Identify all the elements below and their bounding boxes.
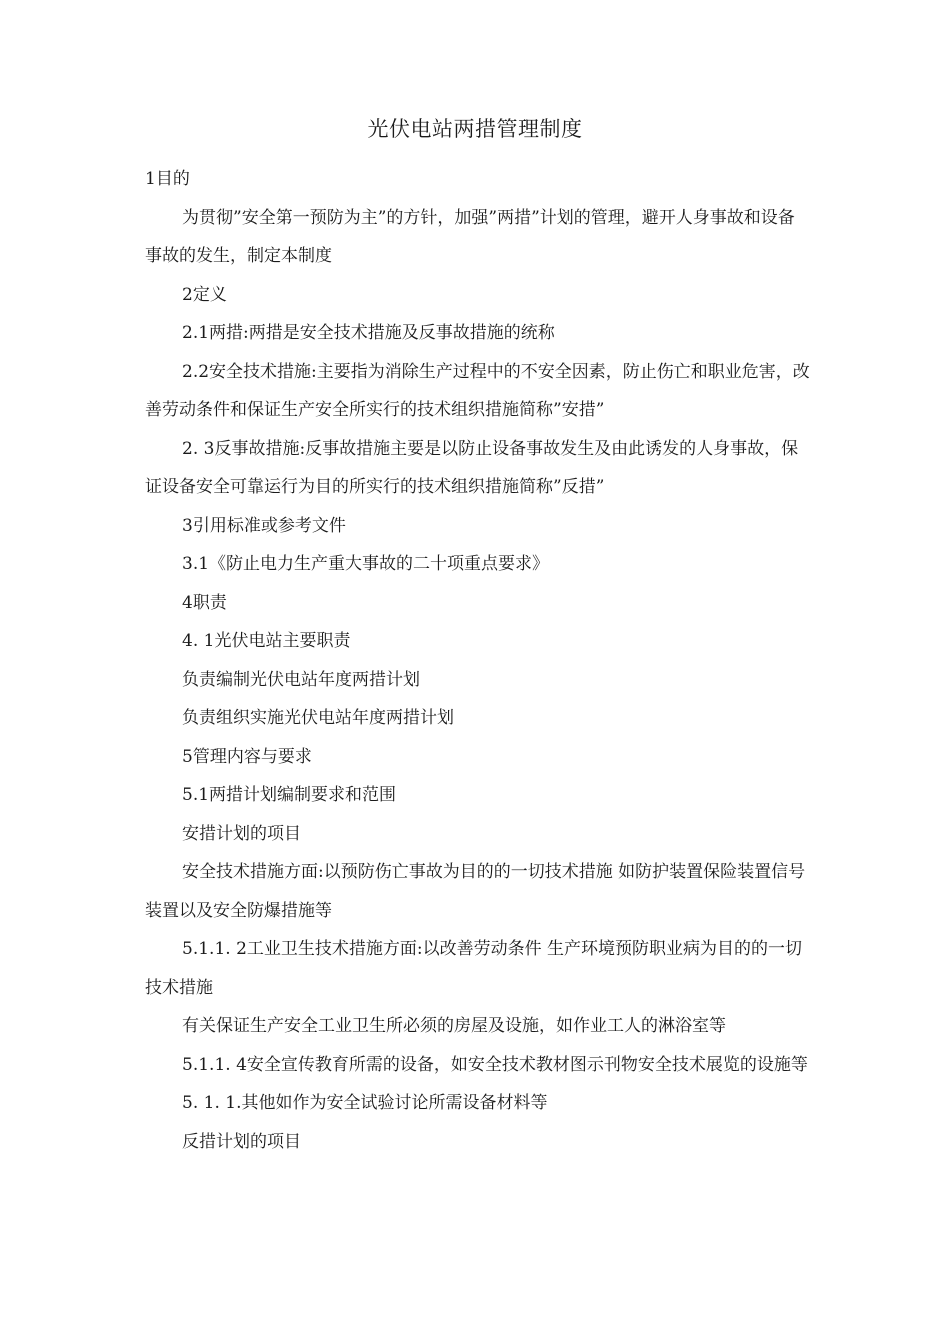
paragraph: 4. 1光伏电站主要职责 [182, 631, 351, 651]
document-title: 光伏电站两措管理制度 [367, 117, 583, 141]
paragraph: 2. 3反事故措施:反事故措施主要是以防止设备事故发生及由此诱发的人身事故，保证设备安全可靠运行为目的所实行的技术组织措施简称”反措” [145, 438, 799, 497]
paragraph: 5.1.1. 2工业卫生技术措施方面:以改善劳动条件 生产环境预防职业病为目的的一切技术措施 [145, 939, 803, 998]
paragraph: 有关保证生产安全工业卫生所必须的房屋及设施，如作业工人的淋浴室等 [182, 1016, 726, 1036]
paragraph: 4职责 [182, 592, 227, 613]
document-body [145, 160, 810, 1161]
paragraph: 安措计划的项目 [182, 823, 301, 844]
paragraph: 3.1《防止电力生产重大事故的二十项重点要求》 [182, 554, 550, 574]
paragraph: 负责编制光伏电站年度两措计划 [182, 669, 420, 690]
paragraph: 负责组织实施光伏电站年度两措计划 [182, 708, 454, 728]
paragraph: 3引用标准或参考文件 [182, 515, 346, 536]
paragraph: 2.1两措:两措是安全技术措施及反事故措施的统称 [182, 323, 555, 343]
paragraph: 为贯彻”安全第一预防为主”的方针，加强”两措”计划的管理，避开人身事故和设备事故的发生，制定本制度 [145, 207, 795, 266]
paragraph: 2.2安全技术措施:主要指为消除生产过程中的不安全因素，防止伤亡和职业危害，改善劳动条件和保证生产安全所实行的技术组织措施简称”安措” [145, 361, 810, 420]
paragraph: 5.1.1. 4安全宣传教育所需的设备，如安全技术教材图示刊物安全技术展览的设施等 [182, 1054, 808, 1075]
paragraph: 2定义 [182, 284, 227, 305]
paragraph: 反措计划的项目 [182, 1131, 301, 1152]
paragraph: 5. 1. 1.其他如作为安全试验讨论所需设备材料等 [182, 1093, 548, 1113]
paragraph: 安全技术措施方面:以预防伤亡事故为目的的一切技术措施 如防护装置保险装置信号装置以及安全防爆措施等 [145, 862, 806, 921]
paragraph: 5管理内容与要求 [182, 746, 312, 767]
paragraph: 5.1两措计划编制要求和范围 [182, 785, 397, 805]
paragraph: 1目的 [145, 169, 190, 189]
